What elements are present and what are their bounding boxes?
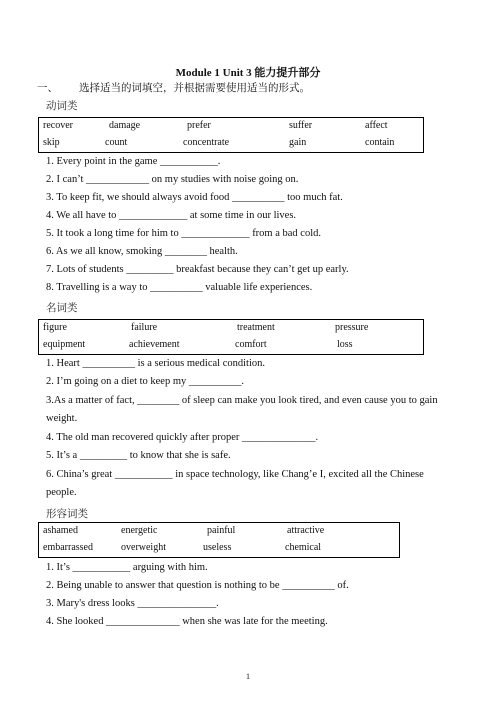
- word-row: [39, 540, 399, 557]
- word-row: [39, 118, 423, 135]
- word-item: damage: [109, 120, 141, 131]
- word-item: prefer: [187, 120, 211, 131]
- word-item: embarrassed: [43, 542, 93, 553]
- word-row: [39, 135, 423, 152]
- question-line: 2. I’m going on a diet to keep my __________.: [46, 376, 245, 387]
- word-item: loss: [337, 339, 353, 350]
- word-row: [39, 337, 423, 354]
- instruction-text: 选择适当的词填空，并根据需要使用适当的形式。: [79, 83, 310, 94]
- page-number: 1: [246, 672, 250, 681]
- word-item: overweight: [121, 542, 166, 553]
- word-item: achievement: [129, 339, 180, 350]
- question-line: 1. Heart __________ is a serious medical condition.: [46, 358, 265, 369]
- word-item: attractive: [287, 525, 325, 536]
- word-box-verbs: [38, 117, 424, 153]
- word-box-adjectives: [38, 522, 400, 558]
- section-label-nouns: 名词类: [46, 303, 78, 314]
- word-item: contain: [365, 137, 395, 148]
- word-item: equipment: [43, 339, 86, 350]
- word-item: skip: [43, 137, 60, 148]
- question-line: 1. It’s ___________ arguing with him.: [46, 562, 208, 573]
- question-line: 4. We all have to _____________ at some time in our lives.: [46, 210, 297, 221]
- word-item: painful: [207, 525, 236, 536]
- question-line: 4. The old man recovered quickly after proper ______________.: [46, 432, 319, 443]
- word-item: chemical: [285, 542, 322, 553]
- word-item: gain: [289, 137, 307, 148]
- page-title: Module 1 Unit 3 能力提升部分: [175, 67, 321, 79]
- question-line: 3.As a matter of fact, ________ of sleep can make you look tired, and even cause you to gain weight.: [46, 395, 438, 424]
- word-item: pressure: [335, 322, 369, 333]
- word-item: count: [105, 137, 128, 148]
- instruction-number: 一、: [37, 83, 58, 94]
- word-item: comfort: [235, 339, 267, 350]
- question-line: 2. Being unable to answer that question is nothing to be __________ of.: [46, 580, 349, 591]
- question-line: 5. It took a long time for him to _____________ from a bad cold.: [46, 228, 321, 239]
- question-line: 6. As we all know, smoking ________ health.: [46, 246, 238, 257]
- question-line: 7. Lots of students _________ breakfast because they can’t get up early.: [46, 264, 349, 275]
- word-item: ashamed: [43, 525, 78, 536]
- question-line: 1. Every point in the game ___________.: [46, 156, 221, 167]
- question-line: 3. Mary's dress looks _______________.: [46, 598, 219, 609]
- word-item: useless: [203, 542, 232, 553]
- word-item: recover: [43, 120, 73, 131]
- question-line: 2. I can’t ____________ on my studies with noise going on.: [46, 174, 299, 185]
- word-item: treatment: [237, 322, 275, 333]
- word-item: energetic: [121, 525, 158, 536]
- question-line: 4. She looked ______________ when she was late for the meeting.: [46, 616, 328, 627]
- word-item: failure: [131, 322, 158, 333]
- word-item: suffer: [289, 120, 313, 131]
- word-item: affect: [365, 120, 388, 131]
- question-line: 3. To keep fit, we should always avoid food __________ too much fat.: [46, 192, 343, 203]
- section-label-verbs: 动词类: [46, 101, 78, 112]
- word-box-nouns: [38, 319, 424, 355]
- word-item: figure: [43, 322, 67, 333]
- word-row: [39, 320, 423, 337]
- word-row: [39, 523, 399, 540]
- section-label-adjectives: 形容词类: [46, 509, 88, 520]
- question-line: 6. China’s great ___________ in space technology, like Chang’e I, excited all the Chinese people.: [46, 469, 424, 498]
- question-line: 5. It’s a _________ to know that she is safe.: [46, 450, 231, 461]
- question-line: 8. Travelling is a way to __________ valuable life experiences.: [46, 282, 313, 293]
- word-item: concentrate: [183, 137, 230, 148]
- instruction: [37, 80, 310, 95]
